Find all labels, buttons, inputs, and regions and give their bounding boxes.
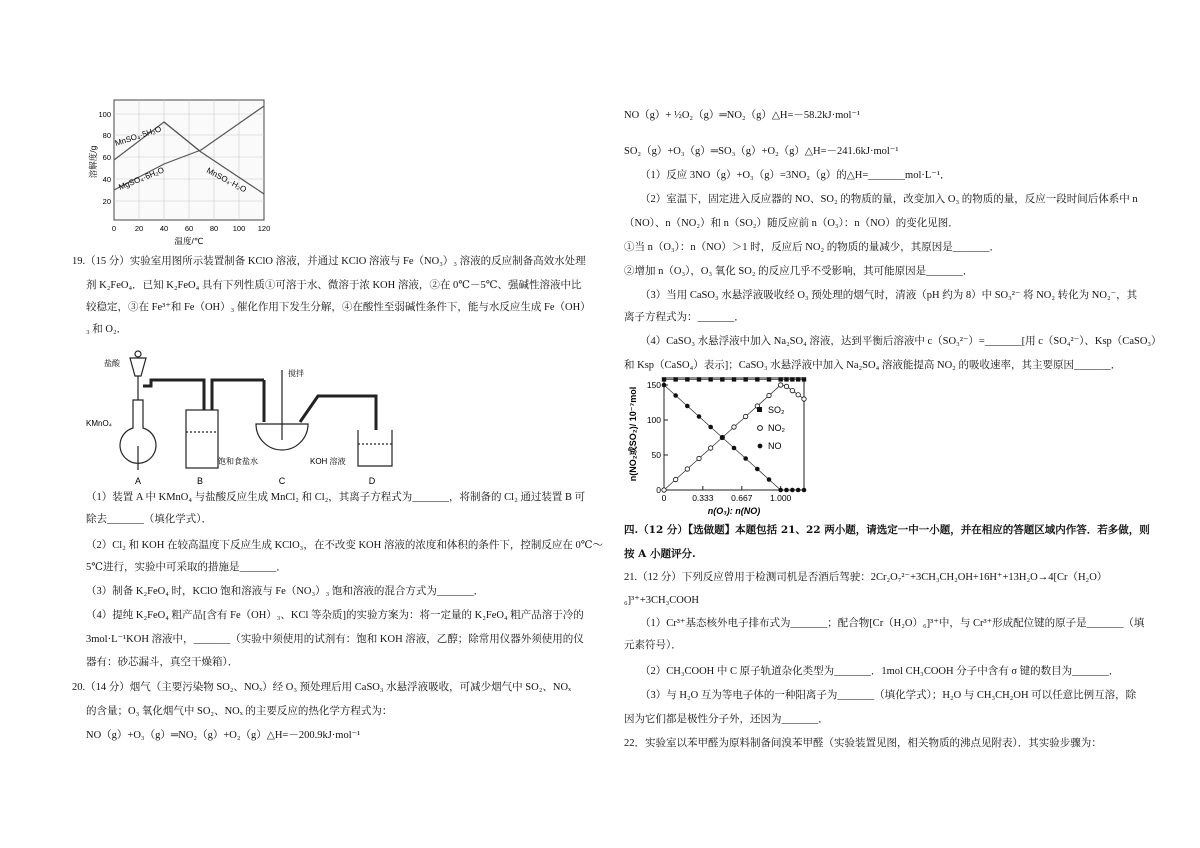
no-point	[673, 393, 678, 398]
no-point	[720, 435, 725, 440]
so2-point	[802, 377, 806, 381]
y-tick: 20	[102, 197, 111, 206]
no2-point	[743, 414, 747, 418]
no2-point	[708, 446, 712, 450]
curve-label-mgso4-6h2o: MgSO₄·6H₂O	[117, 165, 166, 192]
y-tick-label: 0	[656, 485, 661, 495]
no2-point	[662, 488, 666, 492]
so2-point	[662, 377, 666, 381]
so2-point	[685, 377, 689, 381]
q19-line-2: 剂 K₂FeO₄．已知 K₂FeO₄ 具有下列性质①可溶于水、微溶于浓 KOH 溶液，②在 0℃－5℃、强碱性溶液中比	[86, 280, 582, 291]
q19-sub-8: 器有：砂芯漏斗，真空干燥箱）．	[86, 657, 239, 668]
x-tick: 40	[159, 224, 169, 233]
right-line-8: （3）当用 CaSO₃ 水悬浮液吸收经 O₃ 预处理的烟气时，清液（pH 约为 8）中 SO₃²⁻ 将 NO₂ 转化为 NO₂⁻，其	[640, 290, 1138, 301]
q19-sub-3: （2）Cl₂ 和 KOH 在较高温度下反应生成 KClO₃，在不改变 KOH 溶液的浓度和体积的条件下，控制反应在 0℃～	[86, 540, 603, 551]
x-tick-label: 0	[661, 493, 667, 503]
so2-point	[673, 377, 677, 381]
legend-marker	[757, 407, 762, 412]
y-axis-label: n(NO₂或SO₂)/ 10⁻⁷mol	[628, 386, 638, 482]
y-tick-label: 50	[651, 450, 661, 460]
x-axis-label: n(O₃): n(NO)	[707, 506, 761, 516]
x-tick-label: 0.333	[692, 493, 714, 503]
q19-line-1: 19.（15 分）实验室用图所示装置制备 KClO 溶液，并通过 KClO 溶液与 Fe（NO₃）₃ 溶液的反应制备高效水处理	[72, 256, 586, 267]
x-tick: 80	[209, 224, 219, 233]
x-tick: 120	[257, 224, 271, 233]
x-tick: 20	[134, 224, 144, 233]
no2-point	[767, 393, 771, 397]
solubility-ylabel: 溶解度/g	[88, 145, 98, 179]
q21-line-3: （1）Cr³⁺基态核外电子排布式为_______；配合物[Cr（H₂O）₆]³⁺中，与 Cr³⁺形成配位键的原子是_______（填	[640, 618, 1145, 629]
x-tick: 0	[111, 224, 117, 233]
legend-label: NO	[768, 441, 782, 451]
legend-marker	[758, 426, 763, 431]
no-point	[767, 477, 772, 482]
so2-point	[778, 377, 782, 381]
no-point	[697, 414, 702, 419]
letter-a: A	[134, 476, 142, 486]
no2-point	[732, 425, 736, 429]
q19-sub-1: （1）装置 A 中 KMnO₄ 与盐酸反应生成 MnCl₂ 和 Cl₂，其离子方程式为_______，将制备的 Cl₂ 通过装置 B 可	[86, 492, 586, 503]
no-point	[802, 488, 807, 493]
dropping-funnel	[130, 358, 146, 376]
no2-point	[685, 467, 689, 471]
apparatus-diagram	[86, 340, 396, 490]
so2-point	[697, 377, 701, 381]
letter-d: D	[368, 476, 376, 486]
right-line-9: 离子方程式为：_______．	[624, 312, 745, 323]
no2-point	[802, 397, 806, 401]
right-line-3: （1）反应 3NO（g）+O₃（g）=3NO₂（g）的△H=_______mol·L⁻¹．	[640, 170, 951, 181]
kmno4-label: KMnO₄	[86, 419, 112, 428]
so2-point	[720, 377, 724, 381]
x-tick: 60	[184, 224, 194, 233]
no-point	[796, 488, 801, 493]
y-tick: 80	[102, 131, 111, 140]
q21-line-2: ₆]³⁺+3CH₃COOH	[624, 595, 700, 606]
q20-line-3: NO（g）+O₃（g）═NO₂（g）+O₂（g）△H=－200.9kJ·mol⁻¹	[86, 730, 361, 741]
y-tick: 60	[102, 153, 111, 162]
q21-line-7: 因为它们都是极性分子外，还因为_______．	[624, 714, 829, 725]
so2-point	[790, 377, 794, 381]
no-point	[732, 446, 737, 451]
acid-label: 盐酸	[104, 359, 120, 368]
so2-point	[743, 377, 747, 381]
no2-point	[796, 393, 800, 397]
bottle-b	[186, 410, 218, 468]
x-tick-label: 0.667	[731, 493, 753, 503]
no2-point	[784, 384, 788, 388]
right-line-11: 和 Ksp（CaSO₄）表示]；CaSO₃ 水悬浮液中加入 Na₂SO₄ 溶液能提高 NO₂ 的吸收速率，其主要原因_______．	[624, 360, 1122, 371]
so2-point	[755, 377, 759, 381]
right-line-10: （4）CaSO₃ 水悬浮液中加入 Na₂SO₄ 溶液，达到平衡后溶液中 c（SO₃²⁻）=_______[用 c（SO₄²⁻）、Ksp（CaSO₃）	[640, 336, 1162, 347]
solubility-chart	[86, 90, 286, 250]
right-line-6: ①当 n（O₃）：n（NO）＞1 时，反应后 NO₂ 的物质的量减少，其原因是_______．	[624, 242, 1000, 253]
no2-point	[697, 456, 701, 460]
stir-label: 搅拌	[288, 369, 304, 378]
no-point	[743, 456, 748, 461]
right-line-2: SO₂（g）+O₃（g）═SO₃（g）+O₂（g）△H=－241.6kJ·mol⁻¹	[624, 146, 899, 157]
right-line-7: ②增加 n（O₃），O₃ 氧化 SO₂ 的反应几乎不受影响，其可能原因是_______．	[624, 266, 974, 277]
nox-chart	[624, 372, 824, 516]
section4-line-1: 四.（12 分）【选做题】本题包括 21、22 两小题，请选定一中一小题，并在相应的答题区域内作答．若多做，则	[624, 524, 1150, 536]
beaker-d	[358, 430, 392, 466]
no-point	[778, 488, 783, 493]
so2-point	[796, 377, 800, 381]
x-tick-label: 1.000	[770, 493, 792, 503]
y-tick: 40	[102, 175, 111, 184]
q20-line-1: 20.（14 分）烟气（主要污染物 SO₂、NOₓ）经 O₃ 预处理后用 CaSO₃ 水悬浮液吸收，可减少烟气中 SO₂、NOₓ	[72, 682, 572, 693]
no2-point	[790, 388, 794, 392]
no-point	[662, 383, 667, 388]
no-point	[784, 488, 789, 493]
no-point	[708, 425, 713, 430]
q19-sub-5: （3）制备 K₂FeO₄ 时，KClO 饱和溶液与 Fe（NO₃）₃ 饱和溶液的混合方式为_______．	[86, 586, 485, 597]
legend-label: NO₂	[768, 423, 785, 433]
right-line-1: NO（g）+ ½O₂（g）═NO₂（g）△H=－58.2kJ·mol⁻¹	[624, 110, 861, 121]
q21-line-4: 元素符号）．	[624, 640, 682, 651]
y-tick-label: 100	[646, 415, 661, 425]
no-point	[755, 467, 760, 472]
q19-sub-6: （4）提纯 K₂FeO₄ 粗产品[含有 Fe（OH）₃、KCl 等杂质]的实验方案为：将一定量的 K₂FeO₄ 粗产品溶于冷的	[86, 610, 584, 621]
solubility-x-ticks	[112, 224, 270, 233]
q21-line-1: 21.（12 分）下列反应曾用于检测司机是否酒后驾驶：2Cr₂O₇²⁻+3CH₃CH₂OH+16H⁺+13H₂O→4[Cr（H₂O）	[624, 572, 1108, 583]
no2-point	[778, 383, 782, 387]
q19-sub-4: 5℃进行，实验中可采取的措施是_______．	[86, 562, 287, 573]
x-tick: 100	[232, 224, 246, 233]
so2-point	[708, 377, 712, 381]
right-line-5: （NO）、n（NO₂）和 n（SO₂）随反应前 n（O₃）：n（NO）的变化见图．	[624, 218, 959, 229]
brine-label: 饱和食盐水	[218, 457, 258, 466]
q19-line-4: ₃ 和 O₂．	[86, 324, 128, 335]
no-point	[790, 488, 795, 493]
no2-point	[673, 477, 677, 481]
y-tick: 100	[98, 110, 111, 119]
so2-point	[784, 377, 788, 381]
q21-line-6: （3）与 H₂O 互为等电子体的一种阳离子为_______（填化学式）；H₂O 与 CH₃CH₂OH 可以任意比例互溶，除	[640, 690, 1137, 701]
no-point	[685, 404, 690, 409]
q19-sub-7: 3mol·L⁻¹KOH 溶液中，_______（实验中须使用的试剂有：饱和 KOH 溶液，乙醇；除常用仪器外须使用的仪	[86, 634, 584, 645]
so2-point	[767, 377, 771, 381]
solubility-xlabel: 温度/℃	[174, 236, 204, 246]
legend-marker	[758, 444, 763, 449]
curve-label-mnso4-h2o: MnSO₄·H₂O	[205, 165, 248, 195]
q21-line-5: （2）CH₃COOH 中 C 原子轨道杂化类型为_______．1mol CH₃COOH 分子中含有 σ 键的数目为_______．	[640, 666, 1120, 677]
q19-line-3: 较稳定，③在 Fe³⁺和 Fe（OH）₃ 催化作用下发生分解，④在酸性至弱碱性条件下，能与水反应生成 Fe（OH）	[86, 302, 591, 313]
plot-frame	[664, 378, 804, 490]
letter-c: C	[278, 476, 286, 486]
q20-line-2: 的含量；O₃ 氧化烟气中 SO₂、NOₓ 的主要反应的热化学方程式为：	[86, 706, 393, 717]
q19-sub-2: 除去_______（填化学式）．	[86, 514, 212, 525]
koh-label: KOH 溶液	[310, 457, 346, 466]
y-tick-label: 150	[646, 380, 661, 390]
curve-label-mnso4-5h2o: MnSO₄·5H₂O	[113, 124, 163, 148]
solubility-y-ticks	[98, 110, 111, 206]
right-line-4: （2）室温下，固定进入反应器的 NO、SO₂ 的物质的量，改变加入 O₃ 的物质的量，反应一段时间后体系中 n	[640, 194, 1138, 205]
legend-label: SO₂	[768, 405, 785, 415]
letter-b: B	[196, 476, 204, 486]
so2-point	[732, 377, 736, 381]
section4-line-2: 按 A 小题评分.	[624, 548, 696, 560]
q22-line-1: 22．实验室以苯甲醛为原料制备间溴苯甲醛（实验装置见图，相关物质的沸点见附表）．其实验步骤为：	[624, 738, 1102, 749]
